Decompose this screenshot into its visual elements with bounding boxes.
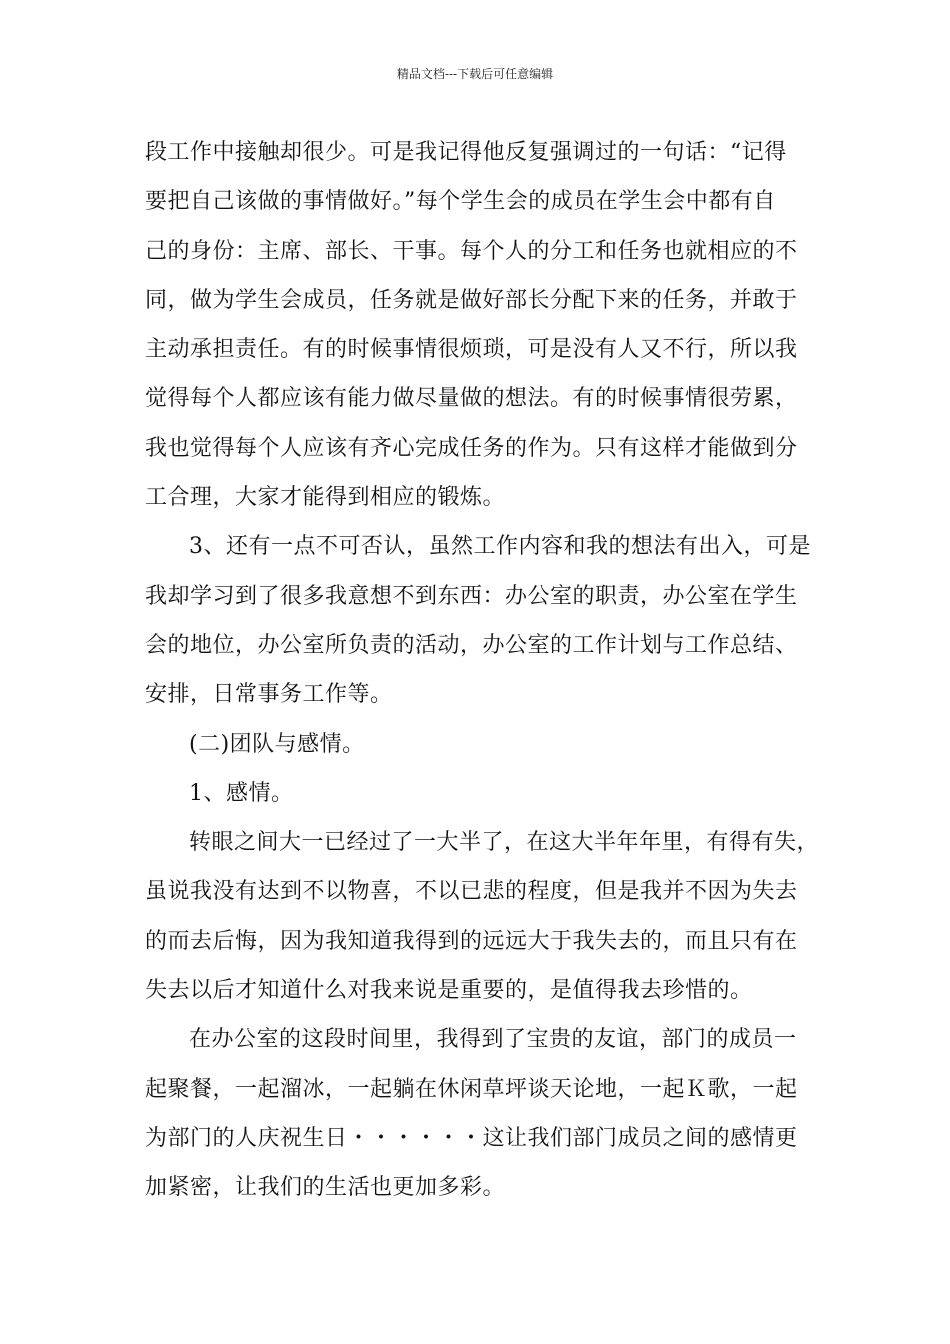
document-body bbox=[145, 128, 820, 1213]
subheading-feelings bbox=[145, 769, 811, 818]
paragraph-point-3 bbox=[145, 522, 811, 719]
text-line: 会的地位，办公室所负责的活动，办公室的工作计划与工作总结、 bbox=[145, 632, 798, 658]
text-line: 为部门的人庆祝生日・・・・・・这让我们部门成员之间的感情更 bbox=[145, 1125, 798, 1151]
text-line: 转眼之间大一已经过了一大半了，在这大半年年里，有得有失， bbox=[189, 830, 820, 856]
page-header: 精品文档---下载后可任意编辑 bbox=[396, 67, 554, 81]
paragraph-office-friendship bbox=[145, 1015, 811, 1212]
text-line: 己的身份：主席、部长、干事。每个人的分工和任务也就相应的不 bbox=[145, 238, 798, 264]
paragraph-responsibility bbox=[145, 128, 811, 522]
text-line: 同，做为学生会成员，任务就是做好部长分配下来的任务，并敢于 bbox=[145, 287, 798, 313]
text-line: 虽说我没有达到不以物喜，不以已悲的程度，但是我并不因为失去 bbox=[145, 879, 798, 905]
text-line: 加紧密，让我们的生活也更加多彩。 bbox=[145, 1175, 506, 1201]
section-heading-team bbox=[145, 720, 811, 769]
text-line: 的而去后悔，因为我知道我得到的远远大于我失去的，而且只有在 bbox=[145, 928, 798, 954]
paragraph-first-year bbox=[145, 818, 820, 1015]
heading-text: (二)团队与感情。 bbox=[189, 731, 365, 757]
text-line: 段工作中接触却很少。可是我记得他反复强调过的一句话：“记得 bbox=[145, 140, 787, 165]
text-line: 3、还有一点不可否认，虽然工作内容和我的想法有出入，可是 bbox=[189, 534, 811, 560]
text-line: 主动承担责任。有的时候事情很烦琐，可是没有人又不行，所以我 bbox=[145, 337, 798, 363]
text-line: 觉得每个人都应该有能力做尽量做的想法。有的时候事情很劳累， bbox=[145, 386, 798, 412]
text-line: 在办公室的这段时间里，我得到了宝贵的友谊，部门的成员一 bbox=[189, 1027, 797, 1053]
heading-text: 1、感情。 bbox=[189, 780, 294, 806]
text-line: 起聚餐，一起溜冰，一起躺在休闲草坪谈天论地，一起Ｋ歌，一起 bbox=[145, 1076, 798, 1102]
text-line: 我也觉得每个人应该有齐心完成任务的作为。只有这样才能做到分 bbox=[145, 435, 798, 461]
text-line: 安排，日常事务工作等。 bbox=[145, 682, 393, 708]
text-line: 我却学习到了很多我意想不到东西：办公室的职责，办公室在学生 bbox=[145, 583, 798, 609]
text-line: 要把自己该做的事情做好。”每个学生会的成员在学生会中都有自 bbox=[145, 189, 776, 215]
text-line: 工合理，大家才能得到相应的锻炼。 bbox=[145, 485, 506, 511]
text-line: 失去以后才知道什么对我来说是重要的，是值得我去珍惜的。 bbox=[145, 978, 753, 1004]
